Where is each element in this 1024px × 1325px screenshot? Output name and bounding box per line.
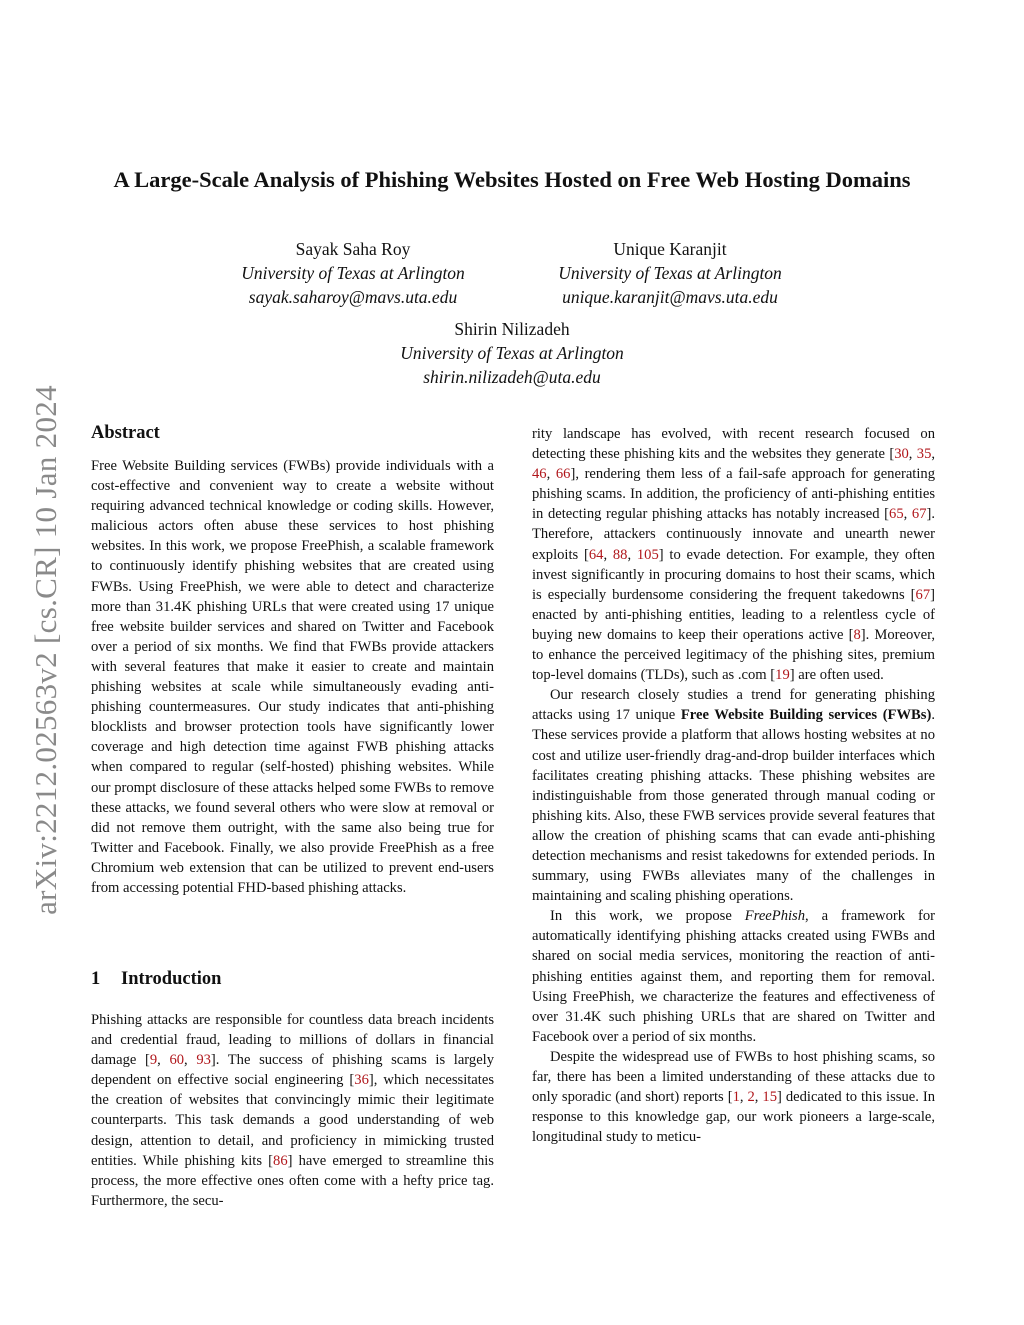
citation-link[interactable]: 88 — [612, 546, 628, 563]
text-run: ], rendering them less of a fail-safe approach for generating phishing scams. In addition, the proficiency of anti-phishing entities in detecting regular phishing attacks has notably increased [ — [532, 466, 935, 523]
citation-link[interactable]: 93 — [196, 1052, 211, 1069]
citation-link[interactable]: 65 — [889, 506, 904, 523]
text-run: ]. Moreover, to enhance the perceived legitimacy of the phishing sites, premium top-level domains (TLDs), such as .com [ — [532, 626, 935, 684]
citation-link[interactable]: 8 — [853, 626, 861, 643]
intro-paragraph — [532, 685, 935, 906]
text-run: ]. Therefore, attackers continuously innovate and unearth newer exploits [ — [532, 506, 936, 563]
citation-link[interactable]: 2 — [747, 1089, 755, 1106]
text-run: rity landscape has evolved, with recent research focused on detecting these phishing kits and the websites they generate [ — [532, 426, 935, 463]
text-run: , — [157, 1052, 170, 1069]
citation-link[interactable]: 1 — [732, 1089, 740, 1106]
author-block — [362, 317, 662, 389]
author-email[interactable]: unique.karanjit@mavs.uta.edu — [562, 287, 778, 307]
citation-link[interactable]: 86 — [273, 1152, 288, 1169]
text-run: , — [739, 1089, 748, 1106]
text-run: ] enacted by anti-phishing entities, leading to a relentless cycle of buying new domains to keep their operations active [ — [532, 586, 935, 643]
text-run: In this work, we propose — [550, 908, 745, 925]
text-run: , — [931, 446, 936, 463]
author-name: Unique Karanjit — [613, 239, 727, 259]
text-run: Despite the widespread use of FWBs to host phishing scams, so far, there has been a limited understanding of these attacks due to only sporadic (and short) reports [ — [532, 1048, 935, 1106]
citation-link[interactable]: 46 — [532, 466, 547, 483]
citation-link[interactable]: 105 — [636, 546, 659, 563]
text-run: , — [627, 546, 637, 563]
citation-link[interactable]: 64 — [588, 546, 604, 563]
text-run: . These services provide a platform that allows hosting websites at no cost and utilize user-friendly drag-and-drop builder interfaces which facilitates creating phishing attacks. These phishing websites are indistinguishable from those generated through manual coding or phishing kits. Also, these FWB services provide several features that allow the creation of phishing scams that can evade anti-phishing detection mechanisms and resist takedowns for extended periods. In summary, using FWBs alleviates many of the challenges in maintaining and scaling phishing operations. — [532, 707, 935, 905]
text-run: ] are often used. — [789, 667, 884, 684]
citation-link[interactable]: 67 — [911, 506, 927, 523]
text-run: , — [546, 466, 556, 483]
paper-title: A Large-Scale Analysis of Phishing Websites Hosted on Free Web Hosting Domains — [113, 167, 911, 192]
abstract-heading: Abstract — [91, 423, 160, 443]
italic-term: FreePhish — [744, 908, 806, 925]
left-column — [91, 456, 494, 898]
text-run: , — [754, 1089, 763, 1106]
citation-link[interactable]: 19 — [775, 667, 790, 684]
author-name: Shirin Nilizadeh — [454, 319, 570, 339]
text-run: ] dedicated to this issue. In response to this knowledge gap, our work pioneers a large-scale, longitudinal study to meticu- — [532, 1089, 936, 1146]
abstract-text: Free Website Building services (FWBs) provide individuals with a cost-effective and convenient way to create a website without requiring advanced technical knowledge or coding skills. However, malicious actors often abuse these services to host phishing websites. In this work, we propose FreePhish, a scalable framework to continuously identify phishing websites that are created using FWBs. Using FreePhish, we were able to detect and characterize more than 31.4K phishing URLs that were created using 17 unique free website builder services and shared on Twitter and Facebook over a period of six months. We find that FWBs provide attackers with several features that make it easier to create and maintain phishing websites at scale while simultaneously evading anti-phishing countermeasures. Our study indicates that anti-phishing blocklists and browser protection tools have significantly lower coverage and high detection time against FWB phishing attacks when compared to regular (self-hosted) phishing websites. While our prompt disclosure of these attacks helped some FWBs to remove these attacks, we found several others who were slow at removal or did not remove them outright, with the same also being true for Twitter and Facebook. Finally, we also provide FreePhish as a free Chromium web extension that can be utilized to prevent end-users from accessing potential FHD-based phishing attacks. — [91, 458, 494, 896]
text-run: ] to evade detection. For example, they often invest significantly in procuring domains to host their scams, which is especially burdensome considering the frequent takedowns [ — [532, 546, 935, 603]
author-block — [520, 237, 820, 309]
text-run: , — [184, 1052, 197, 1069]
text-run: , — [603, 546, 613, 563]
citation-link[interactable]: 9 — [149, 1052, 158, 1069]
text-run: , — [903, 506, 912, 523]
text-run: , a framework for automatically identifying phishing attacks created using FWBs and shared on social media services, monitoring the reaction of anti-phishing entities against them, and reporting them for removal. Using FreePhish, we characterize the features and effectiveness of over 31.4K such phishing URLs that are shared on Twitter and Facebook over a period of six months. — [532, 908, 935, 1045]
author-email[interactable]: sayak.saharoy@mavs.uta.edu — [248, 287, 458, 307]
citation-link[interactable]: 60 — [169, 1052, 185, 1069]
text-run: Our research closely studies a trend for generating phishing attacks using 17 unique — [532, 687, 935, 724]
section-title: Introduction — [121, 969, 222, 989]
citation-link[interactable]: 30 — [894, 446, 909, 463]
author-affiliation: University of Texas at Arlington — [241, 263, 465, 283]
author-name: Sayak Saha Roy — [295, 239, 411, 259]
text-run: ]. The success of phishing scams is largely dependent on effective social engineering [ — [91, 1052, 495, 1089]
author-affiliation: University of Texas at Arlington — [558, 263, 782, 283]
intro-paragraph — [91, 1010, 494, 1211]
citation-link[interactable]: 35 — [916, 446, 932, 463]
citation-link[interactable]: 15 — [762, 1089, 777, 1106]
text-run: ] have emerged to streamline this process, the more effective ones often come with a hefty price tag. Furthermore, the secu- — [91, 1152, 494, 1209]
section-number: 1 — [91, 969, 101, 989]
text-run: Phishing attacks are responsible for countless data breach incidents and credential fraud, leading to millions of dollars in financial damage [ — [91, 1012, 494, 1069]
text-run: , — [908, 446, 917, 463]
intro-column-left — [91, 1010, 494, 1211]
citation-link[interactable]: 66 — [555, 466, 571, 483]
intro-paragraph — [532, 424, 935, 685]
author-block — [203, 237, 503, 309]
arxiv-stamp: arXiv:2212.02563v2 [cs.CR] 10 Jan 2024 — [28, 385, 63, 915]
text-run: ], which necessitates the creation of websites that convincingly mimic their legitimate counterparts. This task demands a good understanding of web design, attention to detail, and proficiency in mimicking trusted entities. While phishing kits [ — [91, 1072, 494, 1169]
bold-term: Free Website Building services (FWBs) — [680, 707, 932, 724]
section-heading-introduction — [91, 967, 221, 991]
author-email[interactable]: shirin.nilizadeh@uta.edu — [423, 367, 601, 387]
citation-link[interactable]: 36 — [354, 1072, 369, 1089]
intro-paragraph — [532, 1047, 935, 1147]
citation-link[interactable]: 67 — [915, 586, 931, 603]
intro-paragraph — [532, 906, 935, 1047]
author-affiliation: University of Texas at Arlington — [400, 343, 624, 363]
right-column — [532, 424, 935, 1147]
